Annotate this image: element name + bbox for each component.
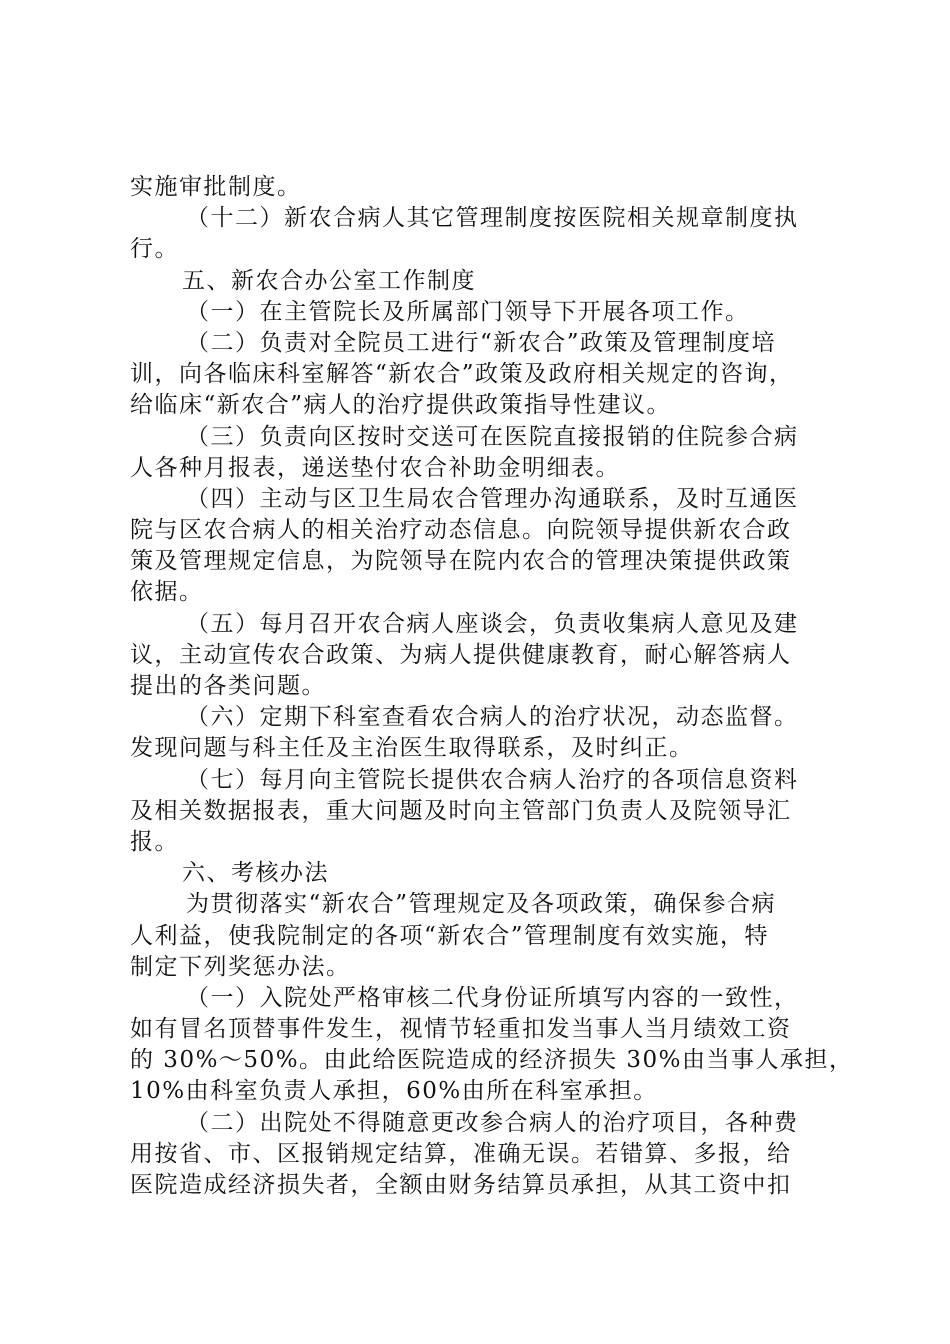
text-line: 制定下列奖惩办法。 <box>130 953 351 980</box>
text-line: 策及管理规定信息，为院领导在院内农合的管理决策提供政策 <box>130 548 792 575</box>
text-line: 院与区农合病人的相关治疗动态信息。向院领导提供新农合政 <box>130 517 792 544</box>
text-line: 人利益，使我院制定的各项“新农合”管理制度有效实施，特 <box>130 922 770 949</box>
text-line: （五）每月召开农合病人座谈会，负责收集病人意见及建 <box>186 610 799 637</box>
text-line: 六、考核办法 <box>182 860 329 887</box>
text-line: （二）出院处不得随意更改参合病人的治疗项目，各种费 <box>186 1109 799 1136</box>
text-line: （二）负责对全院员工进行“新农合”政策及管理制度培 <box>186 329 777 356</box>
text-line: 训，向各临床科室解答“新农合”政策及政府相关规定的咨询， <box>130 361 794 388</box>
document-body <box>130 172 854 1201</box>
text-line: （四）主动与区卫生局农合管理办沟通联系，及时互通医 <box>186 485 799 512</box>
text-line: 人各种月报表，递送垫付农合补助金明细表。 <box>130 454 620 481</box>
text-line: （一）在主管院长及所属部门领导下开展各项工作。 <box>186 298 750 325</box>
text-line: 提出的各类问题。 <box>130 673 326 699</box>
text-line: 用按省、市、区报销规定结算，准确无误。若错算、多报，给 <box>130 1140 792 1167</box>
text-line: 如有冒名顶替事件发生，视情节轻重扣发当事人当月绩效工资 <box>130 1016 792 1043</box>
text-line: 依据。 <box>130 579 204 606</box>
text-line: 的 30%～50%。由此给医院造成的经济损失 30%由当事人承担， <box>130 1047 854 1074</box>
text-line: （十二）新农合病人其它管理制度按医院相关规章制度执 <box>186 205 799 232</box>
text-line: （三）负责向区按时交送可在医院直接报销的住院参合病 <box>186 423 799 450</box>
text-line: 行。 <box>130 236 179 263</box>
text-line: （一）入院处严格审核二代身份证所填写内容的一致性， <box>186 984 799 1011</box>
text-line: 医院造成经济损失者，全额由财务结算员承担，从其工资中扣 <box>130 1172 792 1198</box>
text-line: 五、新农合办公室工作制度 <box>182 267 476 294</box>
text-line: 议，主动宣传农合政策、为病人提供健康教育，耐心解答病人 <box>130 641 792 668</box>
text-line: 发现问题与科主任及主治医生取得联系，及时纠正。 <box>130 735 694 762</box>
text-line: 及相关数据报表，重大问题及时向主管部门负责人及院领导汇 <box>130 797 792 824</box>
text-line: （七）每月向主管院长提供农合病人治疗的各项信息资料 <box>186 766 799 793</box>
text-line: 实施审批制度。 <box>130 174 302 200</box>
text-line: 报。 <box>130 828 179 855</box>
text-line: 为贯彻落实“新农合”管理规定及各项政策，确保参合病 <box>186 891 777 918</box>
text-line: 给临床“新农合”病人的治疗提供政策指导性建议。 <box>130 392 672 419</box>
text-line: 10%由科室负责人承担，60%由所在科室承担。 <box>130 1078 658 1105</box>
text-line: （六）定期下科室查看农合病人的治疗状况，动态监督。 <box>186 704 799 731</box>
